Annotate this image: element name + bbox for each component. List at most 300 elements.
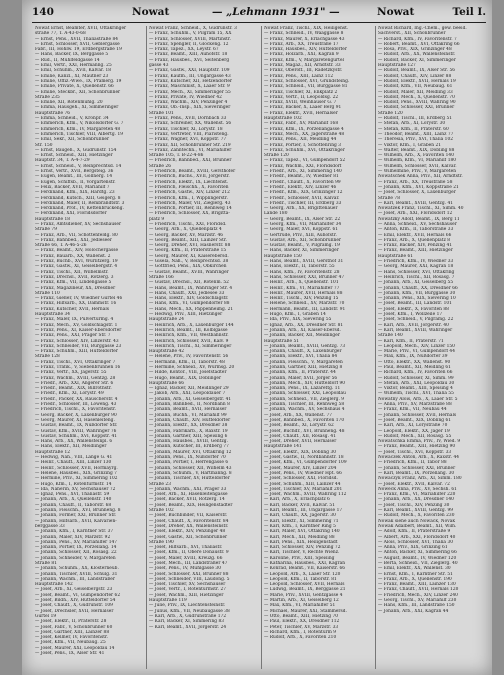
directory-entry: — Josef, Maurer, XXI, Leopoldau 14 — [35, 645, 115, 651]
running-head-left: Nowat — [132, 6, 170, 18]
directory-entry: — Rudolf, Schlosser, XI, Simm. 99 — [378, 375, 454, 381]
directory-entry: — Franz, Kfm., VII, Lindengasse 5 — [35, 280, 112, 286]
directory-entry: — Ida, Priv., XIX, Sievering 55 — [264, 317, 332, 323]
directory-entry: — Heinrich, Arb., X, Laxenburger 144 — [149, 322, 234, 328]
directory-entry: — Josef, Elektr., XIV, Penzinger 48 — [149, 529, 226, 535]
directory-entry: — Gertrude, Priv., XIII, Auhofstr. — [264, 232, 337, 238]
directory-entry: Hauptstraße 150 — [264, 253, 302, 259]
directory-entry: — Eugen, Beamt., III, Göllnerg. 14 — [35, 174, 113, 180]
directory-entry: — Gustav, Beamt., V, Pilgramg. 19 — [264, 243, 340, 249]
directory-entry: — Johann, Kfm., I, Kärntner Str. 37 — [35, 529, 114, 535]
directory-entry: Straße 166 — [149, 274, 174, 280]
directory-entry: — Georg, Maurer, XI, Kaiserebersd. — [149, 253, 229, 259]
directory-entry: — Franz, Pens., XII, Meidling 44 — [264, 137, 337, 143]
directory-entry: — Friedr., Tischler, III, Erdberg 33 — [264, 200, 342, 206]
directory-entry: — Friedrich, Bahnbed., XXI, Brünner — [149, 158, 232, 164]
directory-entry: — Konrad, Beamt., VII, Kaiserstr. 66 — [264, 566, 346, 572]
page-title: — „Lehmann 1931" — — [212, 6, 340, 18]
header-rule — [32, 22, 486, 23]
directory-entry: — Franz, Private, IV, Wiedner 42 — [149, 94, 222, 100]
directory-entry: — Paul, Beamt., XII, Meidling 61 — [378, 365, 451, 370]
directory-entry: — Josef, Tischl., XVI, Koppstr. 33 — [378, 449, 452, 455]
directory-entry: — Johann, Tischler, XV, Hütteldorfer — [149, 476, 230, 482]
page-number: 140 — [32, 6, 54, 18]
directory-entry: — Julius, Kfm., VII, Neubaugasse 38 — [149, 608, 230, 614]
directory-entry: — Heinrich, Kfm., VII, Westbahnstr. — [149, 333, 229, 339]
directory-entry: — Johann, Mech., XIV, Hütteldorf 90 — [264, 380, 346, 386]
directory-entry: — Friedr., Beamt., XIX, Billrothstr. — [35, 386, 112, 392]
directory-entry: — Friedrich, Büchs., XVII, Jörgerstr. — [149, 174, 230, 180]
directory-entry: — Ernst, Kfm., I, Kärntner Str. 51 — [378, 571, 453, 577]
directory-entry: — Georg, Kfm., II, Praterstraße 15 — [149, 248, 227, 254]
directory-entry: — Rudolf, Bäcker, XI, Simmeringer — [378, 57, 456, 63]
directory-entry: — Franz, Gastw., XI, Geiselbergstr. 4 — [35, 264, 118, 270]
directory-entry: — Johann, Portier, IX, Porzellang. 14 — [35, 545, 117, 551]
directory-entry: Hauptstraße 34 — [35, 312, 71, 318]
directory-entry: — Franz, Bauarb., XX, Wallenst. 2 — [35, 253, 111, 259]
directory-entry: berggasse 33 — [35, 523, 65, 529]
directory-entry: — Josef, Bahnbed., X, Favoriten 170 — [264, 417, 345, 423]
directory-entry: — Ernst, Schlosser, XVII, Geblergasse — [35, 41, 120, 47]
directory-entry: Nowak siehe auch Nowack, Novak — [378, 518, 455, 524]
directory-entry: Straße 120 — [264, 153, 289, 159]
directory-entry: — Josef, Hilfsarb., XVI, Thaliastr. — [149, 545, 223, 551]
directory-entry: — Wilhelm, Schlosser, XVII, Kalvar. — [378, 163, 457, 169]
directory-entry: — Franz, Portier, I, Schottenring 3 — [264, 142, 342, 148]
directory-entry: — Richard, Kfm., I, Rotenturm 9 — [264, 629, 337, 635]
directory-entry: — Friedr., Kfm., XI, Lorystr. 49 — [35, 391, 104, 397]
directory-entry: — Gisela, Näh., V, Reinprechtsd. 38 — [149, 259, 229, 265]
directory-entry: — Peter, Tischler, XV, Märzstr. 33 — [264, 624, 339, 630]
directory-entry: — Josef, Kfm., VI, Gumpendorfer 109 — [264, 460, 347, 466]
directory-entry: Straße 23 — [149, 481, 171, 487]
directory-entry: — Hans, Beamt., XVIII, Gersthof 31 — [264, 259, 344, 265]
directory-entry: — Theresia, Priv., XVI, Thalia 102 — [378, 137, 454, 143]
column-2 — [146, 26, 261, 669]
directory-entry: Fabr., III, Hohlw. 19, Erdbergstraße 19 — [35, 47, 122, 53]
directory-entry: Straße 78 — [378, 195, 400, 201]
directory-entry: Nowat Franz, Tischl., XIX, Heiligenst. — [264, 26, 349, 31]
section-label: Teil I. — [452, 6, 486, 18]
directory-entry: — Franz, Amtsdiener, XV, Sechshauser — [35, 221, 122, 227]
directory-entry: — Franz, Pens., XXI, Prager Str. 7 — [35, 333, 111, 339]
directory-entry: — Josef, Elektr., XVII, Kalvar. 72 — [378, 481, 450, 487]
directory-entry: — Franz, Gießer, IV, Wiedner Gürtel 46 — [35, 296, 123, 302]
directory-entry: — Karl, Pens., XIX, Heiligenstadt — [264, 539, 338, 545]
directory-entry: — Josef, Vertr., I, Rotenturmstr. 27 — [149, 587, 227, 593]
directory-entry: — Helene, Priv., IV, Favoritenstr. 56 — [149, 354, 229, 360]
directory-entry: — Josef, Wachm., XVIII, Währing 112 — [264, 492, 347, 498]
directory-entry: — Johann, Tischler, III, Rennweg 58 — [264, 402, 345, 408]
directory-entry: Hauptstraße 12 — [35, 449, 71, 455]
directory-entry: — Johann, Schneid., VII, Zieglerg. 9 — [264, 396, 345, 402]
directory-entry: — Franz, Tischler, XI, Lorystr. 18 — [149, 126, 223, 132]
directory-entry: Hauptstraße 42 — [149, 349, 185, 355]
directory-entry: — Josef, Dreher, XX, Wallensteinstr. — [149, 523, 229, 529]
directory-entry: — Josef, Elektr., X, Favoriten 88 — [378, 306, 449, 312]
directory-entry: — Johann, Chauff., XX, Dresdner 66 — [378, 285, 458, 291]
directory-entry: — Johann, Kfm., XVI, Koppstraße 21 — [378, 184, 459, 190]
directory-entry: — Ferdinand, Maler, II, Rembrandtstr. 3 — [35, 200, 125, 206]
directory-entry: — Heinrich, Beamt., III, Kölblgasse — [149, 327, 228, 333]
directory-entry: — Stefan, Kfm., II, Praterstr. 60 — [378, 126, 449, 132]
directory-entry: — Georg, Maler, XVI, Koppstr. 61 — [264, 227, 339, 233]
directory-entry: — Johann, Arb., XI, Kaiser-Ebersd. — [264, 327, 341, 333]
directory-entry: — Gustav, Beamt., XVIII, Währinger — [149, 269, 229, 275]
directory-entry: — Johann, Arb., X, Quellenstr. 140 — [35, 497, 112, 503]
directory-entry: — Johann, Pens., XV, Mariahilfer 147 — [35, 539, 118, 545]
directory-entry: — Josef, Arb., XI, Hasenleitengasse — [149, 492, 228, 498]
directory-entry: — Josef, Tischler, XV, Sechshauser — [149, 582, 226, 588]
directory-entry: — Georg, Bäcker, XV, Märzstr. 46 — [149, 232, 224, 238]
directory-entry: — Hugo, Beamt., XIX, Döblinger — [149, 375, 222, 381]
directory-entry: — Josef, Kfm., II, Obere Donaustr. 9 — [149, 550, 229, 556]
directory-entry: — Ferdinand, XXI, Floridsdorfer — [35, 211, 107, 217]
directory-entry: — Josef, Kfm., I, Wollzeile 17 — [378, 312, 443, 318]
directory-entry: — Josef, Schuhm., XIII, Lainzer 44 — [264, 481, 341, 487]
directory-entry: — Josef, Beamt., XI, Lorystr. 62 — [264, 423, 334, 429]
directory-entry: — Franz, Vertreter, VIII, Piaristeng. — [149, 131, 229, 137]
directory-entry: — Franz, Drechsl., XVII, Rötzerg. 3 — [35, 274, 114, 280]
directory-entry: — Friedrich, Elektr., IX, Liechtenst. — [149, 179, 229, 185]
directory-page — [22, 0, 492, 675]
directory-entry: — Josef, Schneider, VIII, Laudong. 5 — [149, 576, 230, 582]
directory-entry: — Franz, Kutscher, XVII, Hernals — [35, 306, 110, 312]
directory-entry: — Max, Kfm., VI, Mariahilfer 51 — [264, 603, 336, 609]
directory-entry: — Friedrich, Kfm., IV, Wiedner 33 — [378, 259, 454, 265]
directory-entry: — Josef, Gärtner, XIII, Lainzer 88 — [35, 629, 110, 635]
directory-entry: Hauptstraße 66 — [149, 380, 185, 386]
directory-entry: — Hans, Schlosser, XXI, Brünner 47 — [264, 274, 345, 280]
directory-entry: — Leopold, Schlosser, XVII, Hernals — [264, 582, 345, 588]
directory-entry: — Franz, Arb., X, Quellenplatz 8 — [378, 237, 451, 243]
directory-entry: — Josef, Wachm., XIII, Hietzinger — [149, 592, 224, 598]
directory-entry: — Karl, Kfm., II, Praterstr. 71 — [378, 338, 444, 344]
directory-entry: — Franz, Schneider, VII, Burggasse 23 — [35, 343, 122, 349]
directory-entry: — Anton, Bäcker, XI, Simmering 66 — [378, 550, 457, 556]
directory-entry: — Karl, Kfm., I, Kärntner Ring 5 — [264, 523, 336, 529]
directory-entry: — Franz, Pens., XIII, Lainz 112 — [264, 73, 334, 79]
directory-entry: — Georg, Maurer, XXI, Kagran 18 — [378, 264, 454, 270]
directory-entry: — Richard, Kfm., IV, Favoritenstr. 7 — [378, 36, 457, 42]
directory-entry: — Johann, Pens., IX, Nußdorfer 70 — [149, 455, 226, 461]
directory-entry: Hauptstraße 24 — [149, 317, 185, 323]
directory-entry: Nowatzky Adolf, Beamt., IX, Berg 11 — [378, 216, 460, 222]
directory-entry: — Karoline, Priv., XIII, Speising — [264, 555, 335, 561]
directory-entry: — Ernst, Schneid., V, Reinprechtsd. 14 — [35, 163, 122, 169]
directory-entry: — Johann, Bäcker, XII, Meidlinger — [264, 333, 340, 339]
directory-entry: — Hans, Kfm., III, Landstraße 150 — [378, 603, 455, 609]
directory-entry: Gürtel 19 — [35, 613, 57, 619]
directory-entry: — Johann, Maurer, XVI, Ottakring 12 — [149, 449, 232, 455]
directory-entry: — Franz, Magaz., XII, Arndtstr. 33 — [264, 63, 341, 69]
directory-entry: — Gustav, Schuhm., XVI, Koppstr. 41 — [35, 433, 118, 439]
directory-entry: — Anna, Schneid., XV, Sechshauser — [378, 221, 457, 227]
directory-entry: — Hans, Beamt., IX, Währinger Str. 4 — [149, 285, 233, 291]
directory-entry: — Franz, Schlosser, XIV, Linzerstr. 43 — [35, 338, 119, 344]
directory-entry: — Josef, Chauff., X, Gudrunstr. 109 — [35, 603, 113, 609]
directory-entry: — Emilie, Steckbr., XII, Schönbrunner — [35, 89, 121, 95]
directory-entry: — Franz, Vertr., XX, Jägerstr. 55 — [35, 370, 107, 376]
directory-entry: — Karl, Beamt., XVIII, Währinger — [378, 327, 453, 333]
directory-entry: Nowatschka Emma, Priv., IV, Wied. 9 — [378, 439, 461, 445]
directory-entry: Straße 66, T. A-46-5-26 — [35, 243, 87, 249]
directory-entry: — Max, Kfm., IX, Nußdorfer 39 — [378, 354, 448, 360]
directory-entry: — Heinr., Arb., X, Quellenstr. 101 — [264, 280, 339, 286]
directory-entry: Hauptstraße 76 — [35, 110, 71, 116]
directory-entry: — Otto, Elektr., XX, Wallenst. 90 — [378, 359, 451, 365]
directory-entry: — Ferdinand, Kutsch., XIII, Geigerg. 8 — [35, 195, 121, 201]
directory-entry: — Johann, Schlosser, XVII, Hernals — [378, 412, 457, 418]
directory-entry: — Rudolf, Schlosser, XXI, Brünner — [378, 105, 455, 111]
directory-entry: — Eugen, Schiffsb., II, Vorgartenstr. — [35, 179, 116, 185]
directory-entry: — Josef, Beamt., XIX, Heiligenstädter — [149, 502, 233, 508]
directory-entry: — Johann, Chauff., X, Laxenburger — [264, 349, 342, 355]
directory-entry: — Georg, Kfm., VII, Mariahilfer 34 — [264, 221, 342, 227]
directory-entry: — Anton, Kfm., II, Taborstraße 33 — [378, 227, 454, 233]
directory-entry: Straße 101 — [149, 110, 174, 116]
directory-entry: — Johann, Fabrikarb., X, Raxstr. 19 — [149, 428, 228, 434]
directory-entry: — Josef, Bildh., XIV, Hütteldorfer 54 — [35, 598, 116, 604]
directory-entry: — Emil, Elektr., XX, Wallenst. 30 — [378, 566, 451, 572]
directory-entry: — Paul, Elektr., XX, Dresdner 112 — [264, 619, 340, 625]
directory-entry: straße 77, T. A-43-0-68 — [35, 31, 86, 37]
directory-entry: — Josef, Elektr., II, Praterstr. 28 — [35, 619, 107, 625]
directory-entry: Nowatny Alois, Arb., X, Laaer Str. 5 — [378, 396, 458, 402]
directory-entry: — Ferdinand, Prof., IV, Kettenbrückeng. — [35, 206, 124, 212]
directory-entry: — Theodor, Beamt., XIII, Lainz 77 — [378, 131, 454, 137]
directory-entry: — Franz, Schlosser, XVI, Grundsteing. — [264, 78, 350, 84]
directory-entry: — Georg, Beamt., XIII, Lainzer Str. — [149, 237, 227, 243]
directory-entry: — Johann, Hilfsarb., XVII, Kalvarien- — [35, 518, 117, 524]
directory-entry: — Gustav, Kfm., XVIII, Währinger 76 — [35, 428, 117, 434]
directory-entry: — Hugo, Kfm., I, Graben 14 — [264, 312, 326, 318]
directory-entry: — Johann, Chauff., XIV, Hütteldorfer — [149, 417, 231, 423]
directory-entry: — Franz, Holzarb., XXI, Kagran 9 — [264, 52, 339, 58]
directory-entry: — Emilie, Private, X, Quellenstr. 66 — [35, 84, 114, 90]
column-4 — [375, 26, 486, 669]
directory-entry: — Franz, Wachm., XVIII, Gentzg. 28 — [35, 375, 116, 381]
directory-entry: — Rudolf, Mech., XII, Rosasg. 55 — [378, 433, 452, 439]
directory-entry: — Johann, Schlosser, XXI, Leopoldau — [264, 391, 346, 397]
directory-entry: Nowatschek Anna, Priv., XII, Arndtstr. — [378, 174, 463, 180]
directory-entry: — Josef, Schlosser, XXI, Floridsd. — [264, 476, 338, 482]
directory-entry: — Hugo, Kfm., I, Rotenturmstr. 14 — [35, 481, 112, 487]
directory-entry: — Viktor, Kfm., I, Graben 21 — [378, 142, 442, 148]
directory-entry: — Franz, Arb., XX, Treustraße 17 — [264, 41, 339, 47]
directory-entry: — Johann, Maler, XVII, Jörger 56 — [264, 375, 338, 381]
directory-entry: Nowak Adalbert, Beamt., XII, Wilh. — [378, 523, 457, 529]
directory-entry: — Franz, Chauff., XVII, Hernals 120 — [378, 587, 459, 593]
directory-entry: — Johann, Schuhm., V, Hartmanng. 8 — [149, 470, 232, 476]
directory-entry: — Ernst, Schneid., XIII, Hietzinger — [35, 153, 113, 159]
directory-entry: — Franz, Vertr., II, Leopoldsg. 22 — [264, 94, 339, 100]
directory-entry: — Johann, Beamt., XVII, Hernalser — [149, 407, 227, 413]
directory-entry: Lände 180 — [264, 211, 288, 217]
directory-entry: — Ida, Näherin, XV, Sechshauser 72 — [35, 486, 116, 492]
directory-entry: — Hilde, Kontor., VIII, Josefstädter — [149, 370, 227, 376]
directory-entry: Straße 235 — [35, 94, 60, 100]
directory-entry: — Anna, Priv., XV, Märzstraße 88 — [378, 402, 452, 408]
directory-entry: Straße 110 — [35, 290, 60, 296]
directory-entry: — Wilhelmine, Priv., V, Margareten — [378, 169, 457, 175]
directory-entry: — Hedwig, Priv., XIII, Hietzinger — [149, 312, 223, 318]
directory-entry: — Franz, Bäcker, X, Laaer Berg 91 — [264, 105, 342, 111]
directory-entry: — Karl, Arb., XI, Lorystraße 70 — [378, 423, 448, 429]
directory-entry: — Johann, Wachm., XV, Sechshaus 4 — [264, 407, 345, 413]
directory-entry: — Heinr., Maurer, XVII, Hernals 88 — [264, 290, 343, 296]
directory-entry: — Franz, Beamt., XIV, Holochergasse — [35, 248, 119, 254]
directory-entry: — Franz, Schuhm., XVI, Ottakringer — [264, 147, 345, 153]
directory-entry: Nowat Richard, Ing.-Chem., gew. beeid. — [378, 26, 467, 31]
directory-entry: — Johann, Schneider, V, Margareten — [35, 555, 116, 561]
directory-entry: — Jakob, Arb., XXI, Leopoldauer 7 — [149, 391, 226, 397]
directory-entry: — Karl, Beamt., IX, Porzellang. 30 — [378, 470, 455, 476]
directory-entry: — Franz, Buchb., XVI, Wurlitzerg. 19 — [35, 259, 118, 265]
directory-entry: platz 9 — [149, 216, 165, 222]
directory-entry: — Karl, Beamt., III, Ungargasse 17 — [264, 508, 343, 514]
directory-entry: — Josef, Gastw., II, Nordbahnstr. 18 — [264, 455, 344, 461]
directory-entry: — Hans, Bäcker, XI, Simmeringer — [264, 248, 339, 254]
directory-entry: — Wilhelm, Arb., X, Favoriten 140 — [378, 153, 454, 159]
directory-entry: — Gustav, Arb., XII, Schönbrunner — [264, 237, 342, 243]
directory-entry: — Gottfried, Pens., XIX, Obkirchen — [149, 264, 227, 270]
directory-entry: — Walter, Beamt., XIX, Döbling 88 — [378, 147, 455, 153]
directory-entry: Sachverst., XII, Schönbrunner — [378, 31, 446, 37]
directory-entry: — Johann, Schlosser, XII, Wilhelm 43 — [149, 465, 232, 471]
directory-entry: — Emma, Schneid., V, Kronpr. 34 — [35, 116, 109, 122]
directory-entry: — Hans, Elektr., XII, Meidlinger — [35, 444, 107, 450]
directory-entry: gasse 43 — [149, 63, 169, 69]
directory-entry: — Franz, Trafik., V, Siebenbrunnen 16 — [35, 365, 121, 370]
directory-entry: — Adolf, Kfm., II, Praterstraße 9 — [378, 529, 451, 535]
columns-area — [32, 26, 486, 669]
directory-entry: — Franz, Bahnbed., XXI, Jedleseer — [35, 237, 112, 243]
directory-entry: — Heinrich, Schlosser, XVII, Kalv. 9 — [149, 338, 229, 344]
directory-entry: — Emil, Schuhm., XVII, Kalvar. 18 — [35, 68, 112, 74]
directory-entry: — Franz, Wachm., XIV, Penzinger 4 — [149, 100, 228, 106]
directory-entry: — Georg, Maurer, XI, Hasenleiteng. — [35, 417, 115, 423]
directory-entry: — Franz, Ob.-Insp., XIX, Sieveringer — [149, 105, 231, 111]
directory-entry: — Friedr., Chauff., X, Favoriten 99 — [264, 179, 341, 185]
directory-entry: Nowaczyk Franz, Arb., XI, Simm. 180 — [378, 476, 462, 482]
directory-entry: — Franz, Wagner, XVI, Koppstr. 77 — [149, 137, 227, 143]
directory-entry: — Johann, Hausbes., XVIII, Gentzg. — [149, 439, 228, 445]
directory-entry: — Helene, Hausbes., XIX, Grinzing 7 — [35, 470, 117, 476]
directory-entry: — Johann, Gärtner, XIII, Hietzing 8 — [264, 365, 343, 370]
directory-entry: — Emmerich, Kfm., V, Nikolsdorfer G. 7 — [35, 121, 124, 127]
directory-entry: — Josef, Pens., IV, Wiedner Hpt. 66 — [264, 470, 342, 476]
directory-entry: — Karl, Bäcker, XI, Simmering 83 — [149, 619, 225, 625]
directory-entry: — Franz, Mech., XX, Jägerstraße 48 — [264, 131, 345, 137]
directory-entry: — Friedrich, Portier, III, Rennweg 14 — [149, 206, 232, 212]
directory-entry: — Franz, Schuhm., V, Pilgram 15, XX — [149, 31, 232, 37]
directory-entry: — Josef, Chauff., X, Favoritenstr. 84 — [149, 518, 229, 524]
directory-entry: Hauptstraße 18 — [35, 216, 71, 222]
directory-entry: — Rudolf, Arb., XX, Wallensteinstr. — [378, 52, 456, 58]
directory-entry: — Franz, Tischl., XII, Wilhelmstr. — [35, 269, 109, 275]
directory-entry: — Karl, Arb., X, Erlachplatz 6 — [264, 497, 330, 503]
directory-entry: — Rudolf, Elektr., XVII, Hernals 19 — [378, 78, 456, 84]
directory-entry: — Johann, Arb., XXI, Kagran 44 — [378, 608, 449, 614]
directory-entry: — Johann, Arb., XI, Geiselbergstr. 41 — [149, 396, 232, 402]
directory-entry: — Franz, Kfm., VII, Neubau 44 — [378, 407, 447, 413]
directory-entry: — Josef, Maler, XVIII, Kreuzg. 66 — [149, 555, 223, 561]
directory-entry: — Franz, Beamt., XIII, Hietzinger — [378, 248, 453, 254]
directory-entry: — Friedr., Schlosser, XVII, Kalvar. — [264, 195, 340, 201]
directory-entry: — Josef, Beamt., VI, Gumpendorfer 62 — [35, 592, 121, 598]
directory-entry: — Viktor, Beamt., XIII, Speising 4 — [378, 386, 453, 392]
directory-entry: — Friedr., Arb., XI, Simmering 140 — [264, 169, 342, 175]
directory-entry: — Johann, Maler, XIV, Märzstr. 92 — [35, 534, 111, 540]
directory-entry: — Rud., II, Mühlfeldgasse 14 — [35, 57, 100, 63]
directory-entry: — Karl, Mech., XII, Meidling 88 — [264, 534, 335, 540]
directory-entry: — Emilie, Offiz.-Wwe., IX, Pramerg. 19 — [35, 78, 122, 84]
directory-entry: — Franz, Maurer, X, Erlachgasse 43 — [264, 36, 345, 42]
directory-entry: — Katharina, Hausbes., XXI, Kagran — [264, 560, 346, 566]
directory-entry: Hauptstraße 102 — [264, 116, 302, 122]
directory-entry: — Johann, Schlosser, XII, Rosasg. 22 — [35, 550, 117, 556]
directory-entry: — Hans, Kfm., IV, Favoritenstr. 28 — [264, 269, 340, 275]
directory-entry: — Karl, Beamt., XVIII, Gentzg. 99 — [378, 508, 454, 514]
directory-entry: — Franz, Arb., XX, Treustraße 58 — [378, 179, 453, 185]
directory-entry: — Friedr., Packer, XX, Rauscherstr. 4 — [35, 396, 118, 402]
directory-entry: — Franz, Hausbes., XVI, Seitenberg — [149, 57, 230, 63]
directory-entry: — Franz, Kutscher, XII, Hetzendorfer — [149, 78, 233, 84]
directory-entry: — Johann, Buchh., VI, Mariahilf 99 — [149, 412, 227, 418]
directory-entry: — Wilhelm, Tischl., XVI, Thalia 55 — [378, 391, 454, 397]
directory-entry: — Leopold, Elektr., XX, Jäger 19 — [378, 428, 450, 434]
directory-entry: — Emil, Elektr., XVII, Hernals 66 — [378, 232, 452, 238]
directory-entry: — Rudolf, Mech., X, Quellenstr. 70 — [378, 94, 455, 100]
running-head-right: Nowat — [377, 6, 415, 18]
directory-entry: Hauptstraße 127 — [378, 63, 416, 69]
directory-entry: — Franz, XVIII, Weinhauser G. 7 — [264, 100, 337, 106]
directory-entry: Straße 128 — [35, 354, 60, 360]
directory-entry: — Rudolf, Beamt., IX, Alser Str. 56 — [378, 68, 456, 74]
directory-entry: — Franz, Fabr., XV, Mariahilf 168 — [264, 121, 339, 127]
directory-entry: — Rosa, Priv., XIX, Grinzinger 48 — [378, 47, 452, 53]
directory-entry: — Friedrich, Gastw., XIV, Linzer 212 — [149, 190, 230, 196]
directory-entry: — Franz, Schneid., VII, Burggasse 81 — [264, 84, 348, 90]
directory-entry: — Franz, Beamt., XIII, Lainzer 130 — [378, 582, 456, 588]
directory-entry: — Josef, Beamt., III, Landstr. 101 — [378, 301, 452, 307]
directory-entry: — Josef, Mech., III, Landstraßer 47 — [149, 560, 228, 566]
directory-entry: — Johann, Elektr., XX, Dresdner 38 — [149, 423, 228, 429]
directory-entry: — Rudolf, Mech., X, Favoriten 230 — [378, 513, 455, 519]
directory-entry: — Richard, Kfm., IV, Favoriten 66 — [378, 370, 453, 376]
directory-entry: — Hermine, Priv., XI, Simmering 102 — [35, 476, 118, 482]
page-header — [32, 6, 486, 22]
directory-entry: — Hermine, Schneid., XV, Wurmsg. 20 — [149, 365, 235, 370]
directory-entry: Nowat Franz, Schneid., X, Gudrunstr. 3 — [149, 26, 237, 31]
directory-entry: — Leopold, Mech., XIV, Linzer 150 — [378, 343, 455, 349]
directory-entry: — Rudolf, Chauff., XIV, Linzer 88 — [378, 73, 452, 79]
directory-entry: — Friedr., Arb., XXI, Angerer Str. 6 — [35, 380, 114, 386]
directory-entry: — Johann, Kfm., II, Praterstr. 44 — [264, 370, 336, 376]
directory-entry: — Josef, Buchbinder, VII, Kaiserstr. — [149, 513, 228, 519]
directory-entry: — Franz, Tischler, XI, Enkplatz 2 — [264, 89, 338, 95]
directory-entry: — Franz, Tapez., XX, Leystr. 67 — [149, 47, 219, 53]
directory-entry: — Karl, Arb., X, Gudrunstraße 172 — [149, 613, 227, 619]
directory-entry: — Johann, Gärtner, XIII, Speising 6 — [149, 433, 228, 439]
directory-entry: — Ernst, Pens., XVII, Thaliastraße 84 — [35, 36, 119, 42]
directory-entry: — Johann, Schlosser, XXI, Brünner — [378, 465, 456, 471]
directory-entry: — Michael, Maurer, XXI, Stammersd. — [264, 608, 348, 614]
directory-entry: — Karl, Chauff., XX, Jägerstr. 30 — [264, 513, 336, 519]
directory-entry: — Albert, Arb., XXI, Floridsdorf 40 — [378, 534, 456, 540]
directory-entry: — Franz, Schuhm., XIII, Hütteldorfer — [35, 349, 118, 355]
